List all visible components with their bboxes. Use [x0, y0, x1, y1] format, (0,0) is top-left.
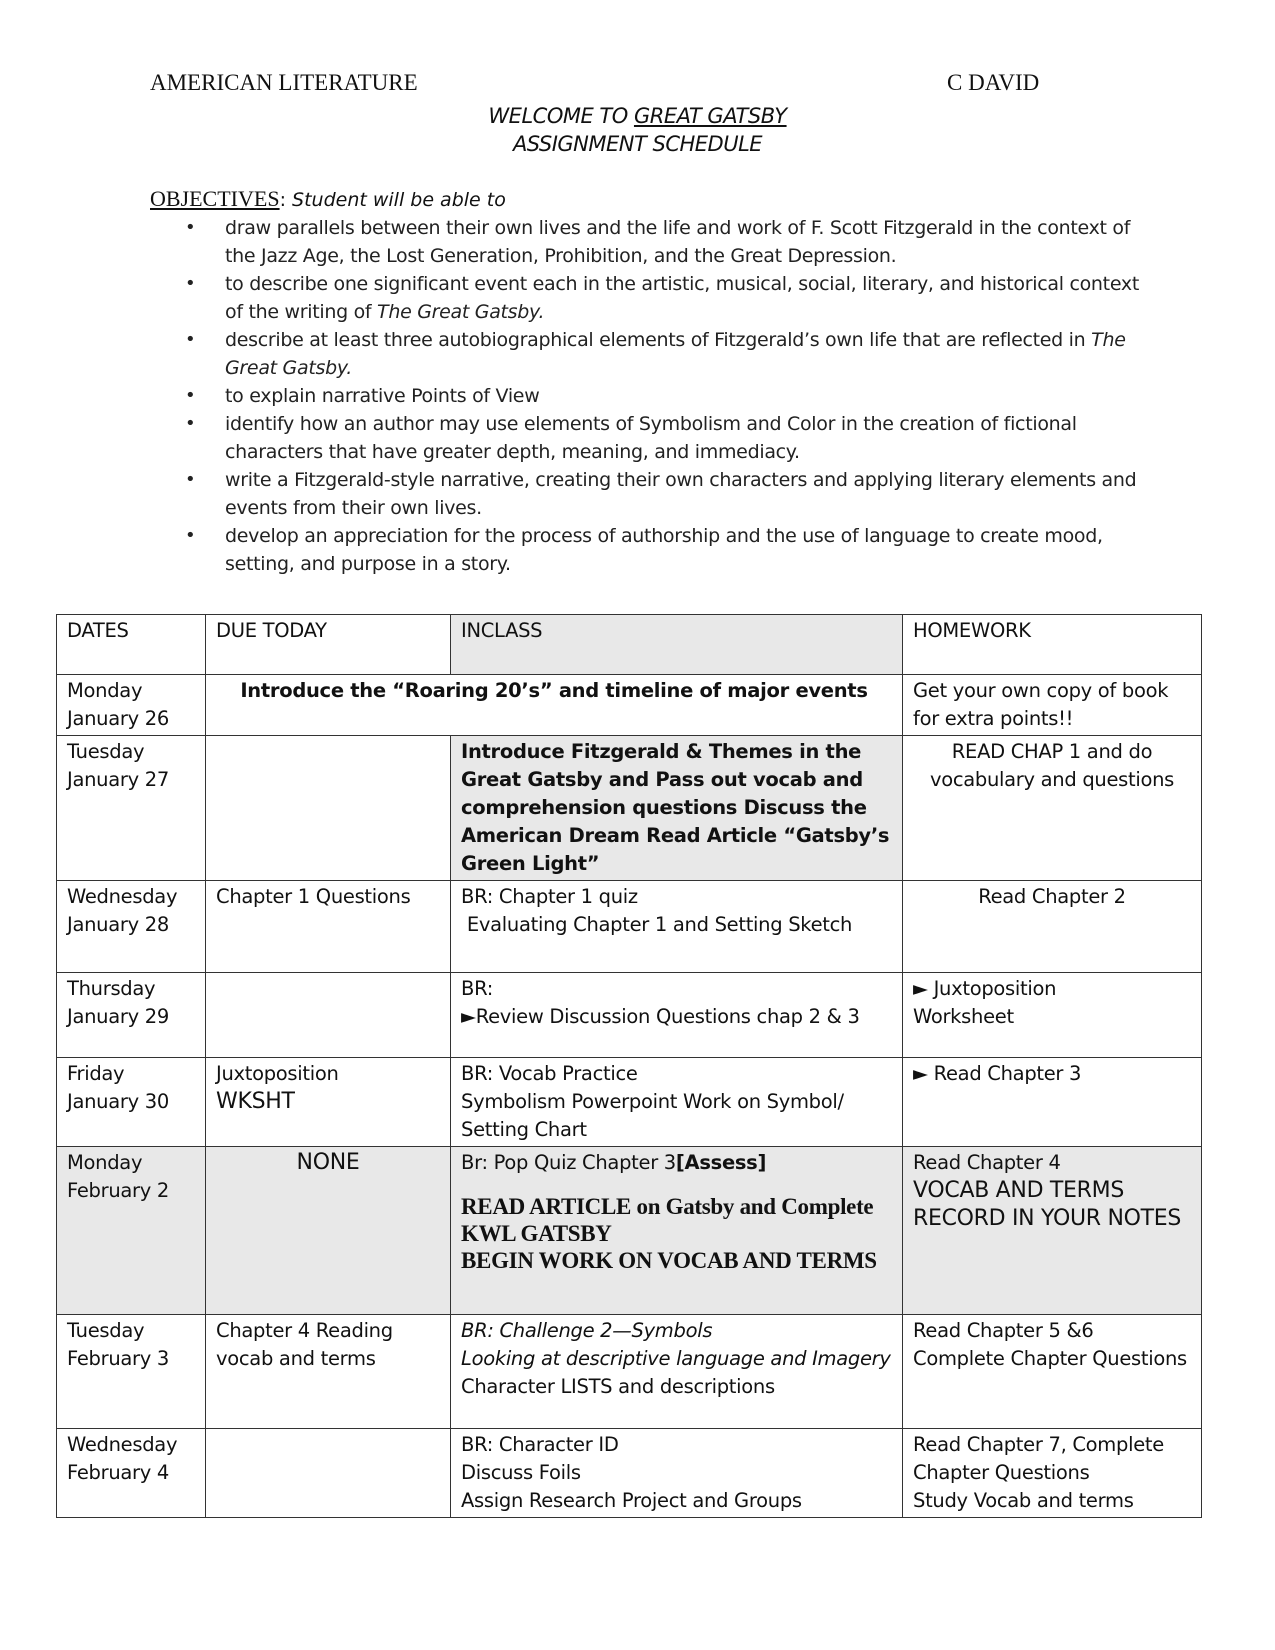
inclass-line: ►Review Discussion Questions chap 2 & 3: [461, 1005, 860, 1028]
teacher-name: C DAVID: [947, 70, 1040, 95]
day-name: Friday: [67, 1062, 125, 1085]
inclass-line: BR: Vocab Practice: [461, 1062, 638, 1085]
page-title: [0, 104, 1275, 128]
homework-cell: [903, 1315, 1202, 1429]
inclass-cell: [451, 973, 903, 1058]
table-row: [57, 1315, 1202, 1429]
title-prefix: WELCOME TO: [488, 104, 634, 128]
date-cell: [57, 1147, 206, 1315]
inclass-line: Assign Research Project and Groups: [461, 1489, 802, 1512]
homework-line: Complete Chapter Questions: [913, 1347, 1187, 1370]
objective-item: [185, 410, 1145, 466]
date-cell: [57, 736, 206, 881]
date-cell: [57, 675, 206, 736]
date-text: February 3: [67, 1347, 170, 1370]
objective-text: describe at least three autobiographical elements of Fitzgerald’s own life that are reflected in: [225, 329, 1092, 351]
inclass-cell: [451, 1147, 903, 1315]
objectives-label: OBJECTIVES: [150, 186, 280, 211]
table-row: [57, 1429, 1202, 1518]
table-row: [57, 1058, 1202, 1147]
homework-cell: Get your own copy of book for extra points!!: [903, 675, 1202, 736]
homework-cell: Read Chapter 2: [903, 881, 1202, 973]
objective-item: [185, 382, 1145, 410]
inclass-line: BR: Character ID: [461, 1433, 619, 1456]
objective-text: draw parallels between their own lives and the life and work of F. Scott Fitzgerald in the context of the Jazz Age, the Lost Generation, Prohibition, and the Great Depression.: [225, 217, 1131, 267]
due-cell: [206, 736, 451, 881]
homework-line: Read Chapter 4: [913, 1151, 1061, 1174]
objective-item: [185, 466, 1145, 522]
due-cell: [206, 1058, 451, 1147]
homework-cell: [903, 1147, 1202, 1315]
due-cell: Chapter 4 Reading vocab and terms: [206, 1315, 451, 1429]
page-subtitle: ASSIGNMENT SCHEDULE: [512, 132, 763, 156]
inclass-line: Evaluating Chapter 1 and Setting Sketch: [461, 913, 853, 936]
objective-item: [185, 522, 1145, 578]
date-text: February 4: [67, 1461, 170, 1484]
date-cell: [57, 881, 206, 973]
header-inclass: INCLASS: [451, 615, 903, 675]
objective-item: [185, 270, 1145, 326]
inclass-cell: [451, 1315, 903, 1429]
homework-line: Read Chapter 5 &6: [913, 1319, 1094, 1342]
book-title: GREAT GATSBY: [633, 104, 787, 128]
objective-text: to explain narrative Points of View: [225, 385, 540, 407]
inclass-line: BR: Chapter 1 quiz: [461, 885, 638, 908]
homework-line: Read Chapter 7, Complete: [913, 1433, 1164, 1456]
course-name: AMERICAN LITERATURE: [150, 70, 418, 95]
date-text: January 26: [67, 707, 169, 730]
due-line: Juxtoposition: [216, 1062, 339, 1085]
date-text: January 28: [67, 913, 169, 936]
objective-item: [185, 326, 1145, 382]
date-cell: [57, 1429, 206, 1518]
homework-line: vocabulary and questions: [929, 768, 1175, 791]
inclass-line: BR:: [461, 977, 493, 1000]
header-due-today: DUE TODAY: [206, 615, 451, 675]
table-row: [57, 736, 1202, 881]
homework-line: READ CHAP 1 and do: [951, 740, 1153, 763]
table-row: [57, 1147, 1202, 1315]
date-cell: [57, 973, 206, 1058]
header-dates: DATES: [57, 615, 206, 675]
inclass-cell: [451, 1058, 903, 1147]
objective-book-title: The Great Gatsby.: [225, 329, 1126, 379]
homework-cell: [903, 1429, 1202, 1518]
inclass-line: BEGIN WORK ON VOCAB AND TERMS: [461, 1248, 877, 1273]
objective-text: write a Fitzgerald-style narrative, creating their own characters and applying literary elements and events from their own lives.: [225, 469, 1137, 519]
inclass-cell: [451, 881, 903, 973]
homework-line: VOCAB AND TERMS RECORD IN YOUR NOTES: [913, 1178, 1182, 1231]
schedule-table: [56, 614, 1202, 1518]
table-row: [57, 881, 1202, 973]
combined-cell: Introduce the “Roaring 20’s” and timeline of major events: [206, 675, 903, 736]
date-text: January 27: [67, 768, 169, 791]
inclass-text: Br: Pop Quiz Chapter 3: [461, 1151, 676, 1174]
homework-line: Study Vocab and terms: [913, 1489, 1134, 1512]
table-header-row: [57, 615, 1202, 675]
homework-line: Chapter Questions: [913, 1461, 1090, 1484]
homework-cell: ► Read Chapter 3: [903, 1058, 1202, 1147]
objective-text: develop an appreciation for the process of authorship and the use of language to create mood, setting, and purpose in a story.: [225, 525, 1103, 575]
date-text: January 29: [67, 1005, 169, 1028]
due-line: WKSHT: [216, 1089, 295, 1114]
objectives-heading: OBJECTIVES: Student will be able to: [150, 186, 506, 211]
day-name: Wednesday: [67, 885, 178, 908]
homework-cell: [903, 973, 1202, 1058]
due-cell: [206, 973, 451, 1058]
date-text: February 2: [67, 1179, 170, 1202]
inclass-line: BR: Challenge 2—Symbols: [461, 1319, 713, 1342]
homework-cell: [903, 736, 1202, 881]
table-row: [57, 675, 1202, 736]
inclass-line: Looking at descriptive language and Imagery: [461, 1347, 891, 1370]
day-name: Thursday: [67, 977, 156, 1000]
inclass-line: Character LISTS and descriptions: [461, 1375, 775, 1398]
objective-text: to describe one significant event each in the artistic, musical, social, literary, and historical context of the writing of: [225, 273, 1139, 323]
day-name: Tuesday: [67, 1319, 145, 1342]
header-homework: HOMEWORK: [903, 615, 1202, 675]
due-cell: NONE: [206, 1147, 451, 1315]
homework-line: Worksheet: [913, 1005, 1014, 1028]
inclass-line: Discuss Foils: [461, 1461, 581, 1484]
due-cell: [206, 1429, 451, 1518]
due-cell: Chapter 1 Questions: [206, 881, 451, 973]
day-name: Monday: [67, 679, 143, 702]
day-name: Tuesday: [67, 740, 145, 763]
objective-item: [185, 214, 1145, 270]
inclass-line: Symbolism Powerpoint Work on Symbol/ Setting Chart: [461, 1090, 844, 1141]
objectives-list: [185, 214, 1145, 578]
date-cell: [57, 1315, 206, 1429]
date-text: January 30: [67, 1090, 169, 1113]
day-name: Monday: [67, 1151, 143, 1174]
inclass-cell: Introduce Fitzgerald & Themes in the Great Gatsby and Pass out vocab and comprehension questions Discuss the American Dream Read Article “Gatsby’s Green Light”: [451, 736, 903, 881]
day-name: Wednesday: [67, 1433, 178, 1456]
objective-text: identify how an author may use elements of Symbolism and Color in the creation of fictional characters that have greater depth, meaning, and immediacy.: [225, 413, 1077, 463]
table-row: [57, 973, 1202, 1058]
objective-book-title: The Great Gatsby.: [377, 301, 545, 323]
date-cell: [57, 1058, 206, 1147]
inclass-line: READ ARTICLE on Gatsby and Complete KWL GATSBY: [461, 1194, 874, 1246]
assess-tag: [Assess]: [675, 1151, 767, 1174]
homework-line: ► Juxtoposition: [913, 977, 1057, 1000]
inclass-line: [461, 1149, 892, 1177]
objectives-intro: Student will be able to: [292, 189, 506, 211]
inclass-cell: [451, 1429, 903, 1518]
